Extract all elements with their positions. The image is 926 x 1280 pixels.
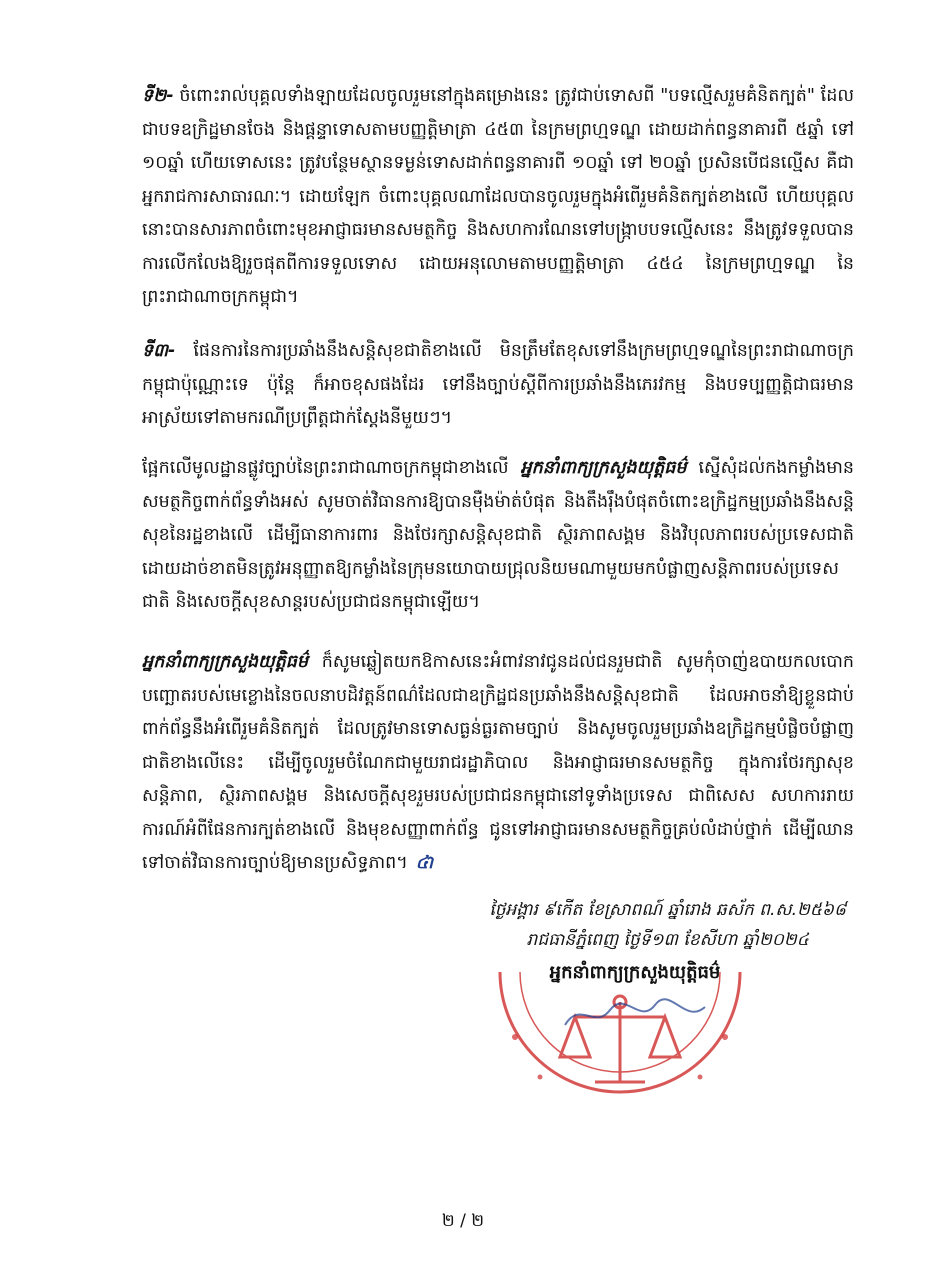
paragraph-request [142, 452, 854, 620]
handwritten-signature [560, 995, 710, 1035]
closing-mark: ៤ា [415, 853, 434, 873]
item-number-3: ទី៣- [142, 341, 176, 361]
paragraph-2-text: ចំពោះរាល់បុគ្គលទាំងឡាយដែលចូលរួមនៅក្នុងគម្រោងនេះ ត្រូវជាប់ទោសពី "បទល្មើសរួមគំនិតក្បត់" ដែលជាបទឧក្រិដ្ឋមានចែង និងផ្តន្ទាទោសតាមបញ្ញត្តិមាត្រា ៤៥៣ នៃក្រមព្រហ្មទណ្ឌ ដោយដាក់ពន្ធនាគារពី ៥ឆ្នាំ ទៅ ១០ឆ្នាំ ហើយទោសនេះ ត្រូវបន្ថែមស្ថានទម្ងន់ទោសដាក់ពន្ធនាគារពី ១០ឆ្នាំ ទៅ ២០ឆ្នាំ ប្រសិនបើជនល្មើស គឺជាអ្នករាជការសាធារណៈ។ ដោយឡែក ចំពោះបុគ្គលណាដែលបានចូលរួមក្នុងអំពើរួមគំនិតក្បត់ខាងលើ ហើយបុគ្គលនោះបានសារភាពចំពោះមុខអាជ្ញាធរមានសមត្ថកិច្ច និងសហការណែនទៅបង្ក្រាបបទល្មើសនេះ នឹងត្រូវទទួលបានការលើកលែងឱ្យរួចផុតពីការទទួលទោស ដោយអនុលោមតាមបញ្ញត្តិមាត្រា ៤៥៤ នៃក្រមព្រហ្មទណ្ឌ នៃព្រះរាជាណាចក្រកម្ពុជា។ [142, 86, 854, 307]
paragraph-appeal-text: ក៏សូមឆ្លៀតយកឱកាសនេះអំពាវនាវជូនដល់ជនរួមជាតិ សូមកុំចាញ់ឧបាយកលបោកបញ្ឆោតរបស់មេខ្លោងនៃចលនាបដិវត្តន៍ពណ៌ដែលជាឧក្រិដ្ឋជនប្រឆាំងនឹងសន្តិសុខជាតិ ដែលអាចនាំឱ្យខ្លួនជាប់ពាក់ព័ន្ធនឹងអំពើរួមគំនិតក្បត់ ដែលត្រូវមានទោសធ្ងន់ធ្ងរតាមច្បាប់ និងសូមចូលរួមប្រឆាំងឧក្រិដ្ឋកម្មបំផ្លិចបំផ្លាញជាតិខាងលើនេះ ដើម្បីចូលរួមចំណែកជាមួយរាជរដ្ឋាភិបាល និងអាជ្ញាធរមានសមត្ថកិច្ច ក្នុងការថែរក្សាសុខសន្តិភាព, ស្ថិរភាពសង្គម និងសេចក្តីសុខរួមរបស់ប្រជាជនកម្ពុជានៅទូទាំងប្រទេស ជាពិសេស សហការរាយការណ៍អំពីផែនការក្បត់ខាងលើ និងមុខសញ្ញាពាក់ព័ន្ធ ជូនទៅអាជ្ញាធរមានសមត្ថកិច្ចគ្រប់លំដាប់ថ្នាក់ ដើម្បីឈានទៅចាត់វិធានការច្បាប់ឱ្យមានប្រសិទ្ធភាព។ [142, 652, 854, 873]
paragraph-3-text: ផែនការនៃការប្រឆាំងនឹងសន្តិសុខជាតិខាងលើ មិនត្រឹមតែខុសទៅនឹងក្រមព្រហ្មទណ្ឌនៃព្រះរាជាណាចក្រកម្ពុជាប៉ុណ្ណោះទេ ប៉ុន្តែ ក៏អាចខុសផងដែរ ទៅនឹងច្បាប់ស្តីពីការប្រឆាំងនឹងភេរវកម្ម និងបទប្បញ្ញត្តិជាធរមាន អាស្រ័យទៅតាមករណីប្រព្រឹត្តជាក់ស្តែងនីមួយៗ។ [142, 341, 854, 428]
spokesperson-name-2: អ្នកនាំពាក្យក្រសួងយុត្តិធម៌ [142, 652, 308, 672]
paragraph-request-text: ស្នើសុំដល់កងកម្លាំងមានសមត្ថកិច្ចពាក់ព័ន្ធទាំងអស់ សូមចាត់វិធានការឱ្យបានម៉ឺងម៉ាត់បំផុត និងតឹងរ៉ឹងបំផុតចំពោះឧក្រិដ្ឋកម្មប្រឆាំងនឹងសន្តិសុខនៃរដ្ឋខាងលើ ដើម្បីធានាការពារ និងថែរក្សាសន្តិសុខជាតិ ស្ថិរភាពសង្គម និងវិបុលភាពរបស់ប្រទេសជាតិ ដោយដាច់ខាតមិនត្រូវអនុញ្ញាតឱ្យកម្លាំងនៃក្រុមនយោបាយជ្រុលនិយមណាមួយមកបំផ្លាញសន្តិភាពរបស់ប្រទេសជាតិ និងសេចក្តីសុខសាន្តរបស់ប្រជាជនកម្ពុជាឡើយ។ [142, 458, 854, 612]
signatory-title: អ្នកនាំពាក្យក្រសួងយុត្តិធម៌ [549, 962, 721, 983]
spokesperson-name: អ្នកនាំពាក្យក្រសួងយុត្តិធម៌ [520, 458, 687, 478]
lunar-date: ថ្ងៃអង្គារ ៩កើត ខែស្រាពណ៍ ឆ្នាំរោង ឆស័ក ព.ស.២៥៦៨ [489, 900, 846, 920]
date-block [489, 895, 846, 955]
item-number-2: ទី២- [142, 86, 174, 106]
solar-date: រាជធានីភ្នំពេញ ថ្ងៃទី១៣ ខែសីហា ឆ្នាំ២០២៤ [526, 930, 809, 950]
paragraph-request-intro: ផ្អែកលើមូលដ្ឋានផ្លូវច្បាប់នៃព្រះរាជាណាចក្រកម្ពុជាខាងលើ [142, 458, 521, 478]
paragraph-2 [142, 80, 854, 315]
page-number: ២ / ២ [441, 1211, 485, 1231]
paragraph-appeal [142, 646, 854, 881]
paragraph-3 [142, 335, 854, 436]
